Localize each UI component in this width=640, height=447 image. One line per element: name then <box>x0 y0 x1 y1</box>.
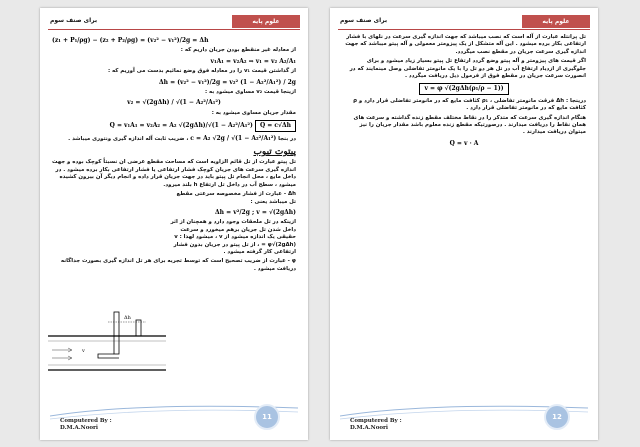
paragraph: Δh - عبارت از فشار مخصوصه سرعتی مقطع تل میباشد یعنی : <box>176 191 296 205</box>
header-grade: برای صنف سوم <box>50 17 98 24</box>
paragraph: از معادله غیر منقطع بودن جریان داریم که : <box>180 47 296 54</box>
text: در بنجا <box>278 135 296 142</box>
page-right <box>330 8 598 440</box>
figure-label: Δh <box>124 315 131 321</box>
paragraph: ازینکه در تل ملحقات وجود دارد و همچنان از اثر داخل شدن تل جریان برهم میخورد و سرعت حقیقی یک اندازه میشود از v ، میشود لهذا : v = φ√(2gΔh) ، از تل پیتو در جریان بدون فشار ارتفاعی کار گرفته میشود . <box>170 219 296 255</box>
header-title: علوم پایه <box>232 15 300 28</box>
equation: v₁A₁ = v₂A₂ ⇒ v₁ = v₂ A₂/A₁ <box>210 57 296 65</box>
equation-text: Q = v₁A₁ = v₂A₂ = A₂ √(2gΔh)/√(1 − A₂²/A₁²) <box>109 122 253 130</box>
paragraph: مقدار جریان مساوی میشود به : <box>211 109 296 116</box>
credit-line: D.M.A.Noori <box>350 425 389 431</box>
text: ، ضریب ثابت آله اندازه گیری ونتوری میباشد . <box>68 135 189 142</box>
page-header <box>48 15 300 30</box>
equation: Δh = (v₂² − v₁²)/2g = v₂² (1 − A₂²/A₁²) / 2g <box>159 78 296 86</box>
equation <box>342 83 586 94</box>
paragraph: اگر قیمت های پیزومتر و آله پیتو وضع گردد ارتفاع تل پیتو بسیار زیاد میشود و برای جلوگیری از ازدیاد ارتفاع آب در تل هر دو تل را با یک مانومتر تفاضلی وصل مینمایند که در انصورت سرعت جریان در مقطع فوق از فرمول ذیل دریافت میگردد . <box>349 58 586 80</box>
credit-line: Computered By : <box>350 418 402 424</box>
equation <box>52 120 296 131</box>
page-left <box>40 8 308 440</box>
paragraph: تل پرانتله عبارت از آله است که نصب میباشد که جهت اندازه گیری سرعت در نلهای با فشار ارتفاعی بکار برده میشود . این آله متشکل از یک پیزومتر معمولی و آله پیتو میباشد که جهت اندازه گیری سرعت جریان در مقطع نصب میگردد. <box>345 34 586 55</box>
equation: v₂ = √(2gΔh) / √(1 − A₂²/A₁²) <box>127 99 221 107</box>
paragraph: درینجا : Δh فرقت مانومتر تفاضلی ، ρ₁ کثافت مایع که در مانومتر تفاضلی قرار دارد و ρ کثافت مایع که در مانومتر تفاضلی قرار دارد . <box>353 97 586 112</box>
page-footer <box>50 398 298 434</box>
paragraph: ازینجا قیمت v₂ مساوی میشود به : <box>204 89 296 96</box>
boxed-equation: Q = c√Δh <box>255 120 296 131</box>
footer-credit <box>350 418 402 432</box>
equation: c = A₂ √2g / √(1 − A₂²/A₁²) <box>190 134 277 142</box>
pitot-tube-figure <box>46 308 168 378</box>
header-title: علوم پایه <box>522 15 590 28</box>
credit-line: Computered By : <box>60 418 112 424</box>
page-number: 12 <box>544 404 570 430</box>
paragraph <box>52 135 296 143</box>
figure-label: v <box>82 348 85 354</box>
equation: (z₁ + P₁/ρg) − (z₂ + P₂/ρg) = (v₂² − v₁²)/2g = Δh <box>52 37 209 44</box>
paragraph: هنگام اندازه گیری سرعت که متذکر را در نقاط مختلف مقطع زنده گذاشته و سرعت های همان نقاط را دریافت میدارند . درصورتیکه مقطع زنده معلوم باشد مقدار جریان را نیز میتوان دریافت میدارند . <box>353 114 586 136</box>
page-header <box>338 15 590 30</box>
page-number: 11 <box>254 404 280 430</box>
credit-line: D.M.A.Noori <box>60 425 99 431</box>
paragraph: φ - عبارت از ضریب تصحیح است که توسط تجربه برای هر تل اندازه گیری بصورت جداگانه دریافت میشود . <box>60 258 296 272</box>
page-body <box>342 34 586 150</box>
footer-credit <box>60 418 112 432</box>
header-grade: برای صنف سوم <box>340 17 388 24</box>
paragraph: تل پیتو عبارت از تل قائم الزاویه است که مساحت مقطع عرضی ان نسبتاً کوچک بوده و جهت اندازه گیری سرعت های جریان کوچک فشار ارتفاعی یا فشار ارتفاعی بکار برده میشود . در داخل مایع ، محل انجام تل پیتو باید در جهت جریان قرار داده و انجام دیگر آن بیرون کشیده میشود ، سطح آب در داخل تل ارتفاع h بلند میرود. <box>52 159 296 188</box>
paragraph: از گذاشتن قیمت v₁ را در معادله فوق وضع نمائیم بدست می آوریم که : <box>107 68 296 75</box>
section-heading: پیتوت تیوب <box>253 147 296 158</box>
page-footer <box>340 398 588 434</box>
boxed-equation: v = φ √(2gΔh(ρ₁/ρ − 1)) <box>419 83 508 94</box>
equation: Δh = v²/2g ; v = √(2gΔh) <box>215 208 296 216</box>
page-body <box>52 34 296 275</box>
equation: Q = v · A <box>449 139 479 147</box>
